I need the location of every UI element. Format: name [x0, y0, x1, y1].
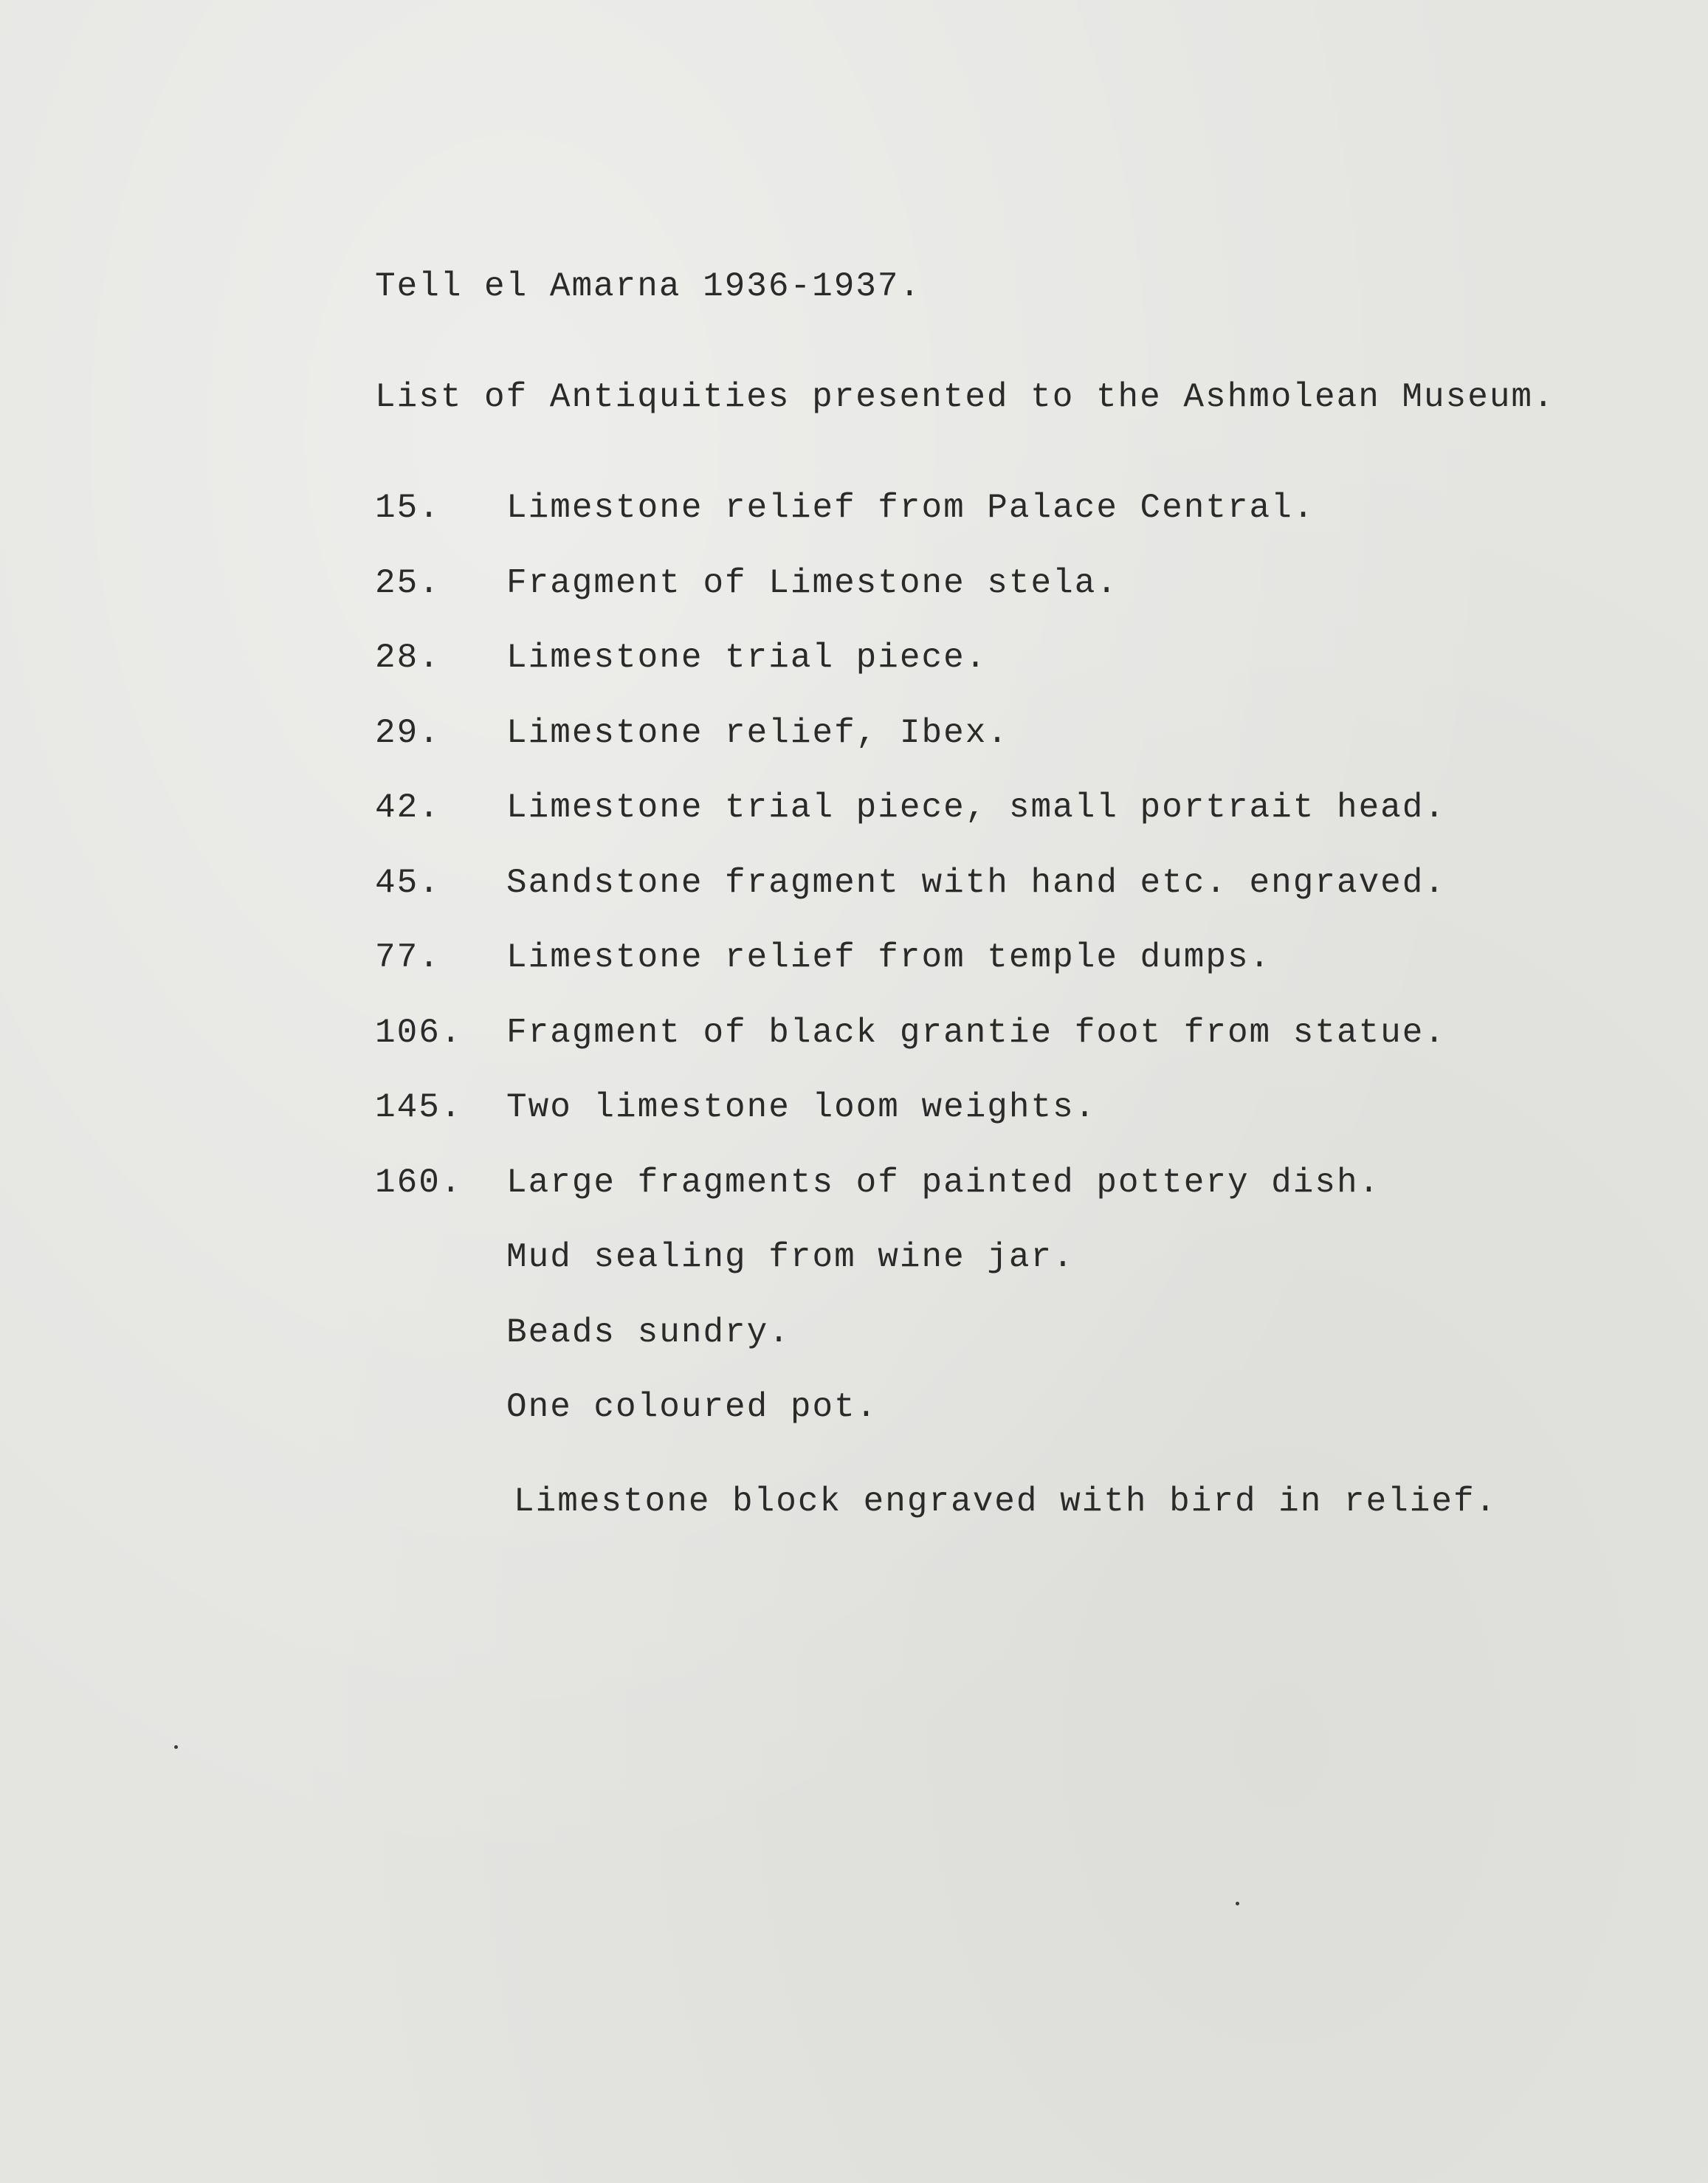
item-description: Limestone relief from Palace Central.	[506, 489, 1315, 527]
item-number: 77.	[375, 938, 441, 977]
item-description: Large fragments of painted pottery dish.	[506, 1163, 1381, 1202]
ink-speck	[174, 1745, 178, 1749]
item-number: 25.	[375, 563, 441, 602]
item-description: Fragment of black grantie foot from statue.	[506, 1013, 1446, 1052]
item-number: 42.	[375, 788, 441, 827]
item-number: 106.	[375, 1013, 463, 1052]
item-description: Two limestone loom weights.	[506, 1088, 1097, 1127]
document-title: Tell el Amarna 1936-1937.	[375, 267, 922, 306]
item-description: Beads sundry.	[506, 1313, 791, 1352]
item-number: 45.	[375, 863, 441, 902]
final-list-item: Limestone block engraved with bird in relief.	[514, 1482, 1498, 1521]
item-number: 28.	[375, 639, 441, 677]
document-subtitle: List of Antiquities presented to the Ashmolean Museum.	[375, 378, 1555, 416]
item-description: Mud sealing from wine jar.	[506, 1238, 1075, 1276]
item-description: Limestone relief, Ibex.	[506, 713, 1009, 752]
item-description: Fragment of Limestone stela.	[506, 563, 1118, 602]
item-number: 145.	[375, 1088, 463, 1127]
item-description: One coloured pot.	[506, 1388, 878, 1426]
item-description: Limestone trial piece.	[506, 639, 988, 677]
item-description: Sandstone fragment with hand etc. engraved.	[506, 863, 1446, 902]
item-description: Limestone relief from temple dumps.	[506, 938, 1272, 977]
item-description: Limestone trial piece, small portrait head.	[506, 788, 1446, 827]
item-number: 29.	[375, 713, 441, 752]
item-number: 160.	[375, 1163, 463, 1202]
ink-speck	[1236, 1902, 1239, 1905]
item-number: 15.	[375, 489, 441, 527]
